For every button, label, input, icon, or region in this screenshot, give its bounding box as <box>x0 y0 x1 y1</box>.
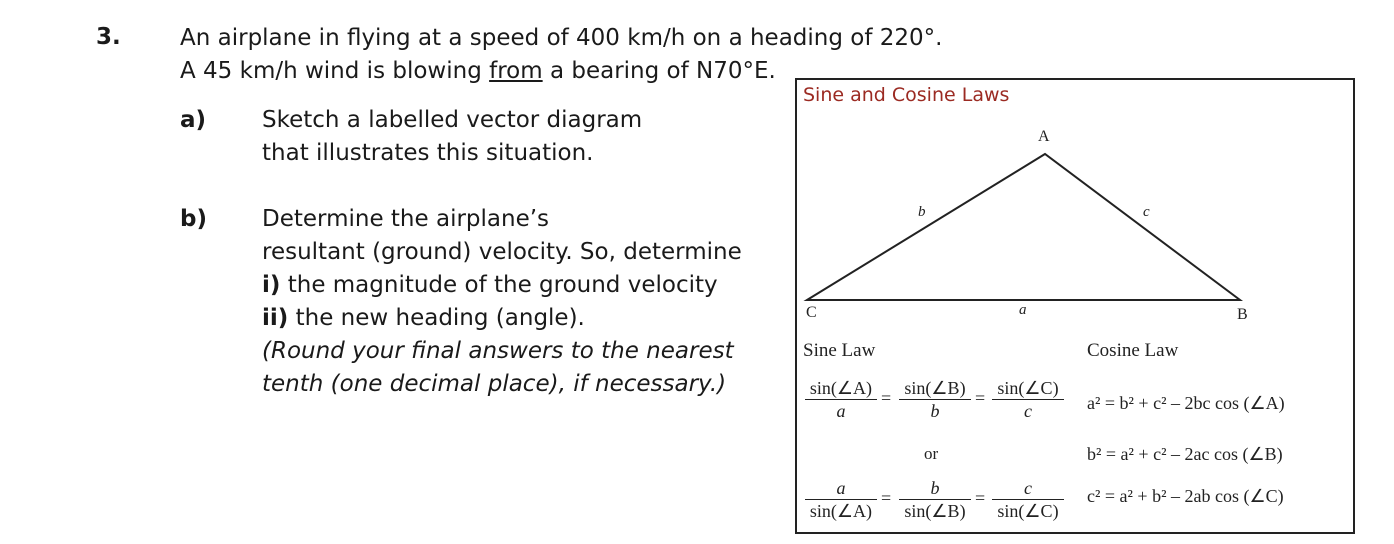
vertex-c-label: C <box>806 304 817 321</box>
fraction-denominator: sin(∠B) <box>899 499 971 522</box>
fraction-denominator: a <box>805 399 877 422</box>
reference-title: Sine and Cosine Laws <box>803 84 1010 106</box>
part-b-line1: Determine the airplane’s <box>262 206 550 232</box>
fraction-numerator: sin(∠C) <box>997 378 1059 398</box>
or-text: or <box>924 444 939 463</box>
part-b-rounding-line1: (Round your final answers to the nearest <box>262 338 734 364</box>
question-intro-line2 <box>180 55 776 88</box>
part-b-line2: resultant (ground) velocity. So, determine <box>262 239 742 265</box>
part-b-ii-label: ii) <box>262 305 289 331</box>
part-b-line4 <box>262 302 585 335</box>
sine-law-heading: Sine Law <box>803 340 876 361</box>
sine-law-fraction-b <box>899 377 971 422</box>
part-a-line1: Sketch a labelled vector diagram <box>262 107 643 133</box>
fraction-denominator: c <box>992 399 1064 422</box>
cosine-law-equation-b: b² = a² + c² – 2ac cos (∠B) <box>1087 444 1283 464</box>
sine-law-reciprocal-fraction-a <box>805 477 877 522</box>
intro-text-post: a bearing of N70°E. <box>542 58 776 84</box>
fraction-numerator: b <box>930 478 940 498</box>
part-b-i-text: the magnitude of the ground velocity <box>280 272 718 298</box>
equals-sign: = <box>881 488 892 508</box>
intro-text-pre: A 45 km/h wind is blowing <box>180 58 490 84</box>
fraction-denominator: sin(∠A) <box>805 499 877 522</box>
fraction-denominator: sin(∠C) <box>992 499 1064 522</box>
sine-law-reciprocal-fraction-b <box>899 477 971 522</box>
cosine-law-equation-a: a² = b² + c² – 2bc cos (∠A) <box>1087 393 1285 413</box>
intro-text-underlined: from <box>489 58 543 84</box>
side-a-label: a <box>1019 302 1027 318</box>
cosine-law-heading: Cosine Law <box>1087 340 1179 361</box>
part-b-i-label: i) <box>262 272 281 298</box>
cosine-law-equation-c: c² = a² + b² – 2ab cos (∠C) <box>1087 486 1284 506</box>
fraction-numerator: sin(∠A) <box>809 378 873 398</box>
equals-sign: = <box>975 488 986 508</box>
equals-sign: = <box>881 388 892 408</box>
question-number: 3. <box>96 24 121 50</box>
sine-law-fraction-c <box>992 377 1064 422</box>
part-b-line3 <box>262 269 718 302</box>
side-c-label: c <box>1143 204 1150 220</box>
question-intro-line1: An airplane in flying at a speed of 400 km/h on a heading of 220°. <box>180 25 943 51</box>
fraction-numerator: sin(∠B) <box>904 378 966 398</box>
part-b-label: b) <box>180 206 207 232</box>
fraction-numerator: a <box>836 478 846 498</box>
vertex-b-label: B <box>1237 306 1248 323</box>
fraction-numerator: c <box>1024 478 1032 498</box>
side-b-label: b <box>918 204 926 220</box>
part-a-label: a) <box>180 107 207 133</box>
part-b-ii-text: the new heading (angle). <box>288 305 585 331</box>
sine-cosine-laws-reference-box <box>795 78 1355 534</box>
equals-sign: = <box>975 388 986 408</box>
part-b-rounding-line2: tenth (one decimal place), if necessary.) <box>262 371 727 397</box>
part-a-line2: that illustrates this situation. <box>262 140 594 166</box>
triangle-shape <box>807 154 1240 300</box>
fraction-denominator: b <box>899 399 971 422</box>
sine-law-fraction-a <box>805 377 877 422</box>
vertex-a-label: A <box>1038 128 1050 145</box>
sine-law-reciprocal-fraction-c <box>992 477 1064 522</box>
